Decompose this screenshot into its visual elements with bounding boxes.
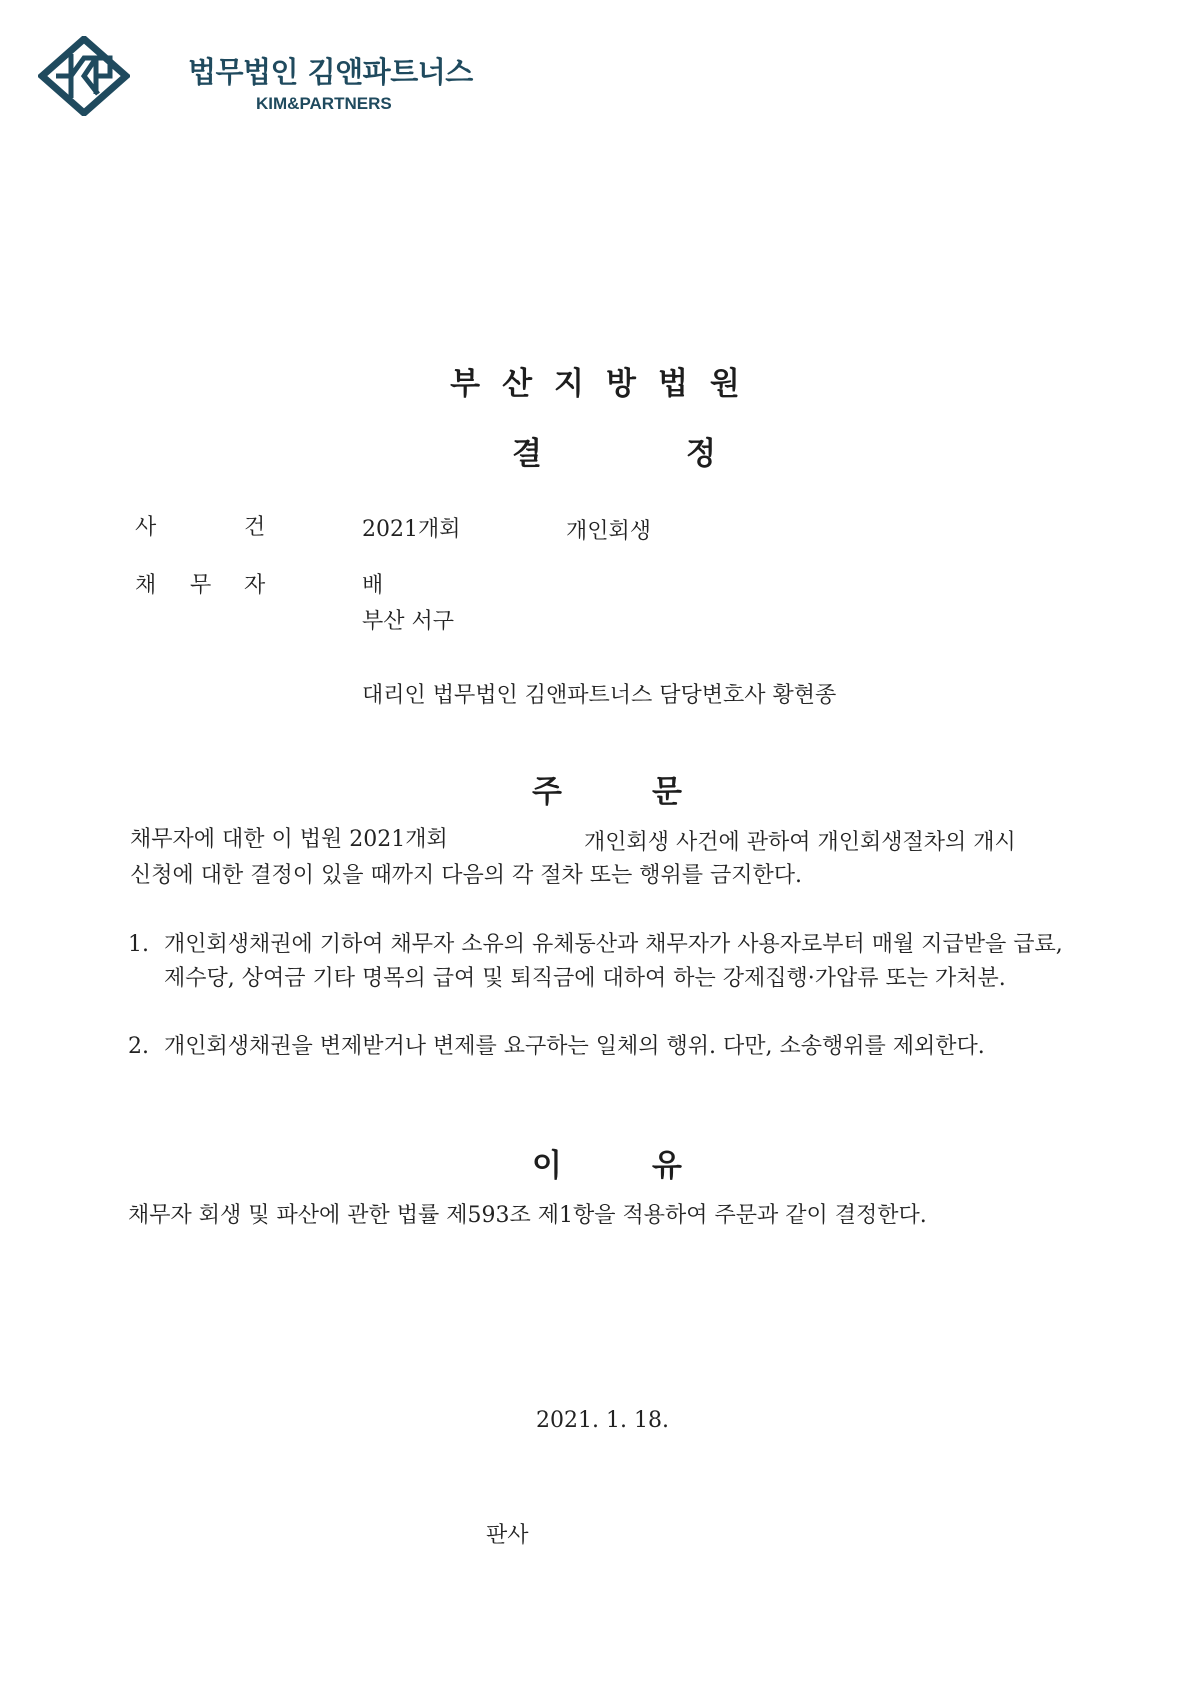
- debtor-label-char: 무: [190, 573, 212, 598]
- court-name-char: 부: [450, 366, 481, 402]
- debtor-agent: 대리인 법무법인 김앤파트너스 담당변호사 황현종: [362, 683, 837, 708]
- firm-logo: [38, 36, 473, 120]
- firm-name-english: KIM&PARTNERS: [256, 94, 392, 113]
- case-label-char: 사: [135, 515, 157, 540]
- firm-name-korean: 법무법인 김앤파트너스: [188, 55, 473, 89]
- order-intro-part1: 채무자에 대한 이 법원 2021개회: [130, 827, 448, 852]
- debtor-address: 부산 서구: [362, 609, 455, 634]
- case-label-char: 건: [244, 515, 266, 540]
- court-name-char: 지: [554, 366, 584, 402]
- order-heading-char: 문: [652, 774, 682, 810]
- reason-heading-char: 유: [652, 1148, 682, 1184]
- court-name-char: 법: [657, 366, 688, 402]
- doc-type-char: 결: [512, 436, 542, 472]
- doc-type-char: 정: [686, 436, 716, 472]
- firm-emblem-icon: [38, 36, 130, 116]
- court-name: [0, 358, 1190, 403]
- case-name: 개인회생: [566, 519, 652, 544]
- order-item-text: 개인회생채권을 변제받거나 변제를 요구하는 일체의 행위. 다만, 소송행위를 제외한다.: [164, 1034, 985, 1059]
- order-heading-char: 주: [532, 774, 562, 810]
- case-number: 2021개회: [362, 517, 461, 542]
- judge-label: 판사: [486, 1523, 529, 1548]
- court-name-char: 원: [709, 366, 740, 402]
- order-item-text: 개인회생채권에 기하여 채무자 소유의 유체동산과 채무자가 사용자로부터 매월 지급받을 급료, 제수당, 상여금 기타 명목의 급여 및 퇴직금에 대하여 하는 강제집행·가압류 또는 가처분.: [164, 932, 1063, 991]
- decision-date: 2021. 1. 18.: [536, 1408, 669, 1433]
- court-name-char: 방: [606, 366, 636, 402]
- order-item-number: 2.: [128, 1034, 149, 1059]
- court-name-char: 산: [502, 366, 533, 402]
- debtor-label-char: 채: [135, 573, 157, 598]
- order-item-number: 1.: [128, 932, 149, 957]
- reason-heading-char: 이: [532, 1148, 562, 1184]
- debtor-label-char: 자: [244, 573, 266, 598]
- debtor-name: 배: [362, 573, 384, 598]
- reason-text: 채무자 회생 및 파산에 관한 법률 제593조 제1항을 적용하여 주문과 같이 결정한다.: [128, 1203, 927, 1228]
- order-item: [128, 1030, 1088, 1064]
- order-intro-line2: 신청에 대한 결정이 있을 때까지 다음의 각 절차 또는 행위를 금지한다.: [130, 863, 802, 888]
- order-intro-part2: 개인회생 사건에 관하여 개인회생절차의 개시: [584, 830, 1016, 855]
- order-item: [128, 928, 1088, 996]
